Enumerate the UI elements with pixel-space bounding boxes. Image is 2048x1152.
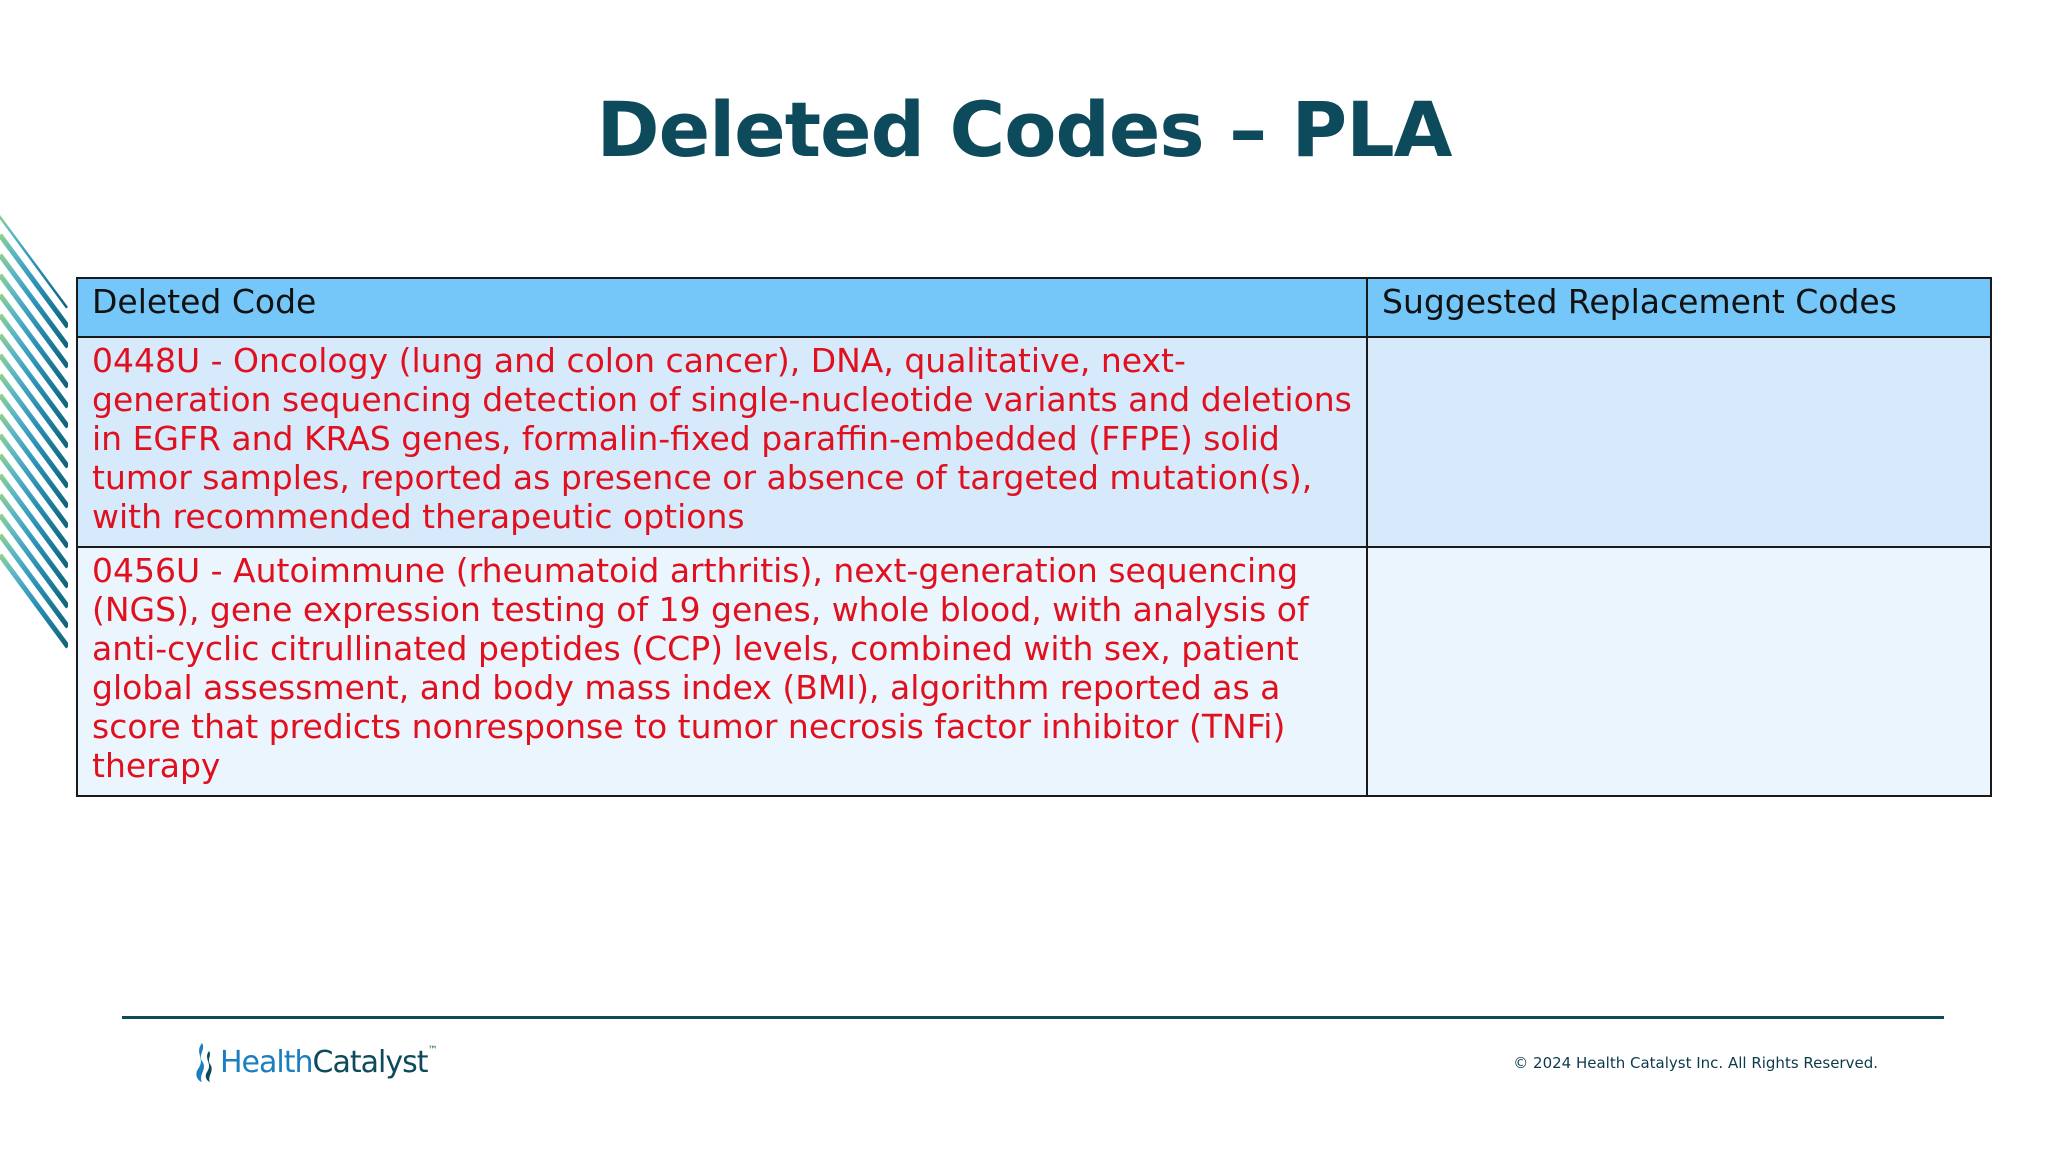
copyright-notice: © 2024 Health Catalyst Inc. All Rights Reserved. <box>1513 1054 1878 1072</box>
footer-divider <box>122 1016 1944 1019</box>
decorative-stripes <box>0 215 68 655</box>
deleted-code-cell: 0448U - Oncology (lung and colon cancer), DNA, qualitative, next-generation sequencing detection of single-nucleotide variants and deletions in EGFR and KRAS genes, formalin-fixed paraffin-embedded (FFPE) solid tumor samples, reported as presence or absence of targeted mutation(s), with recommended therapeutic options <box>77 337 1367 547</box>
slide-title: Deleted Codes – PLA <box>596 85 1452 174</box>
table-header-row <box>77 278 1991 337</box>
table-row <box>77 547 1991 796</box>
header-suggested-replacement: Suggested Replacement Codes <box>1367 278 1991 337</box>
logo-catalyst-text: Catalyst <box>312 1044 428 1080</box>
flame-logo-icon <box>192 1041 216 1083</box>
replacement-cell <box>1367 337 1991 547</box>
deleted-code-cell: 0456U - Autoimmune (rheumatoid arthritis), next-generation sequencing (NGS), gene expression testing of 19 genes, whole blood, with analysis of anti-cyclic citrullinated peptides (CCP) levels, combined with sex, patient global assessment, and body mass index (BMI), algorithm reported as a score that predicts nonresponse to tumor necrosis factor inhibitor (TNFi) therapy <box>77 547 1367 796</box>
header-deleted-code: Deleted Code <box>77 278 1367 337</box>
deleted-codes-table <box>76 277 1992 797</box>
table-row <box>77 337 1991 547</box>
logo-health-text: Health <box>220 1044 313 1080</box>
replacement-cell <box>1367 547 1991 796</box>
health-catalyst-logo: HealthCatalyst™ <box>192 1040 436 1084</box>
